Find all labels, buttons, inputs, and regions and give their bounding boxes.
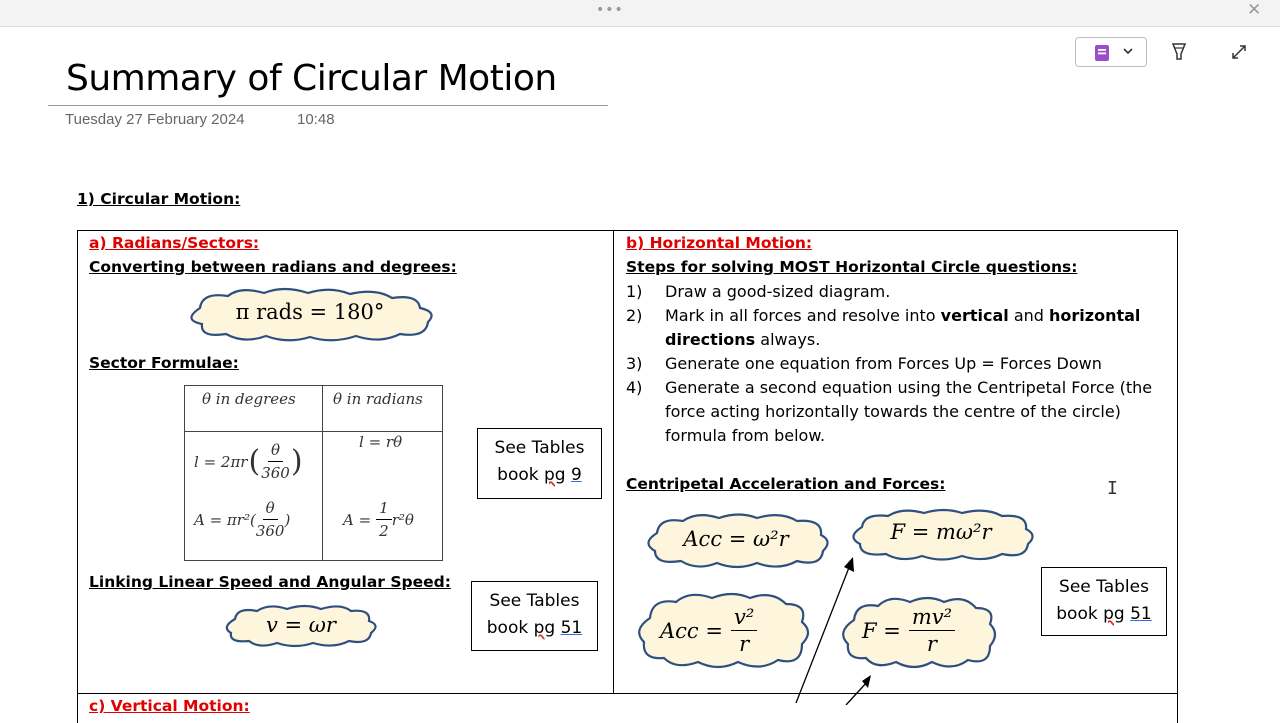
section-heading: 1) Circular Motion:: [77, 190, 241, 208]
list-item: 1) Draw a good-sized diagram.: [626, 282, 891, 301]
table-header-radians: θ in radians: [333, 390, 423, 408]
pen-icon[interactable]: [1170, 42, 1188, 62]
drag-handle-dots[interactable]: •••: [596, 2, 624, 18]
centripetal-heading: Centripetal Acceleration and Forces:: [626, 475, 946, 493]
list-item: 3) Generate one equation from Forces Up = Forces Down: [626, 354, 1102, 373]
speed-cloud: [221, 603, 381, 649]
arc-length-degrees: l = 2πr ( $\frac{\theta}{360}$ ): [194, 441, 303, 482]
acc-omega-cloud: [641, 511, 831, 571]
acc-velocity-cloud: [636, 590, 810, 672]
right-subheading: b) Horizontal Motion:: [626, 234, 813, 252]
left-subheading: a) Radians/Sectors:: [89, 234, 260, 252]
expand-icon[interactable]: [1231, 44, 1247, 60]
force-omega-cloud: [846, 507, 1036, 563]
tables-reference-box-3: See Tables book pg 51: [1041, 567, 1167, 636]
conversion-formula: π rads = 180°: [235, 300, 385, 324]
close-button[interactable]: ✕: [1247, 0, 1262, 20]
area-degrees: A = πr²( $\frac{\theta}{360}$ ): [194, 499, 291, 540]
force-velocity-cloud: [840, 594, 998, 672]
chevron-down-icon: [1122, 45, 1134, 57]
list-item: 2) Mark in all forces and resolve into vertical and horizontal directions always.: [626, 306, 1141, 349]
sector-formulae-table: [184, 385, 443, 561]
title-divider: [48, 105, 608, 106]
next-subheading-partial: c) Vertical Motion:: [89, 697, 250, 715]
page-title[interactable]: Summary of Circular Motion: [66, 58, 557, 99]
notebook-icon: [1093, 44, 1111, 62]
converting-heading: Converting between radians and degrees:: [89, 258, 457, 276]
notebook-selector-button[interactable]: [1075, 37, 1147, 67]
window-top-bar: [0, 0, 1280, 27]
column-divider: [613, 230, 614, 694]
page-date: Tuesday 27 February 2024: [65, 111, 245, 128]
sector-heading: Sector Formulae:: [89, 354, 239, 372]
steps-list: [626, 280, 1171, 448]
tables-reference-box-1: See Tables book pg 9: [477, 428, 602, 499]
text-cursor-icon: I: [1107, 478, 1118, 499]
table-header-degrees: θ in degrees: [202, 390, 296, 408]
linking-heading: Linking Linear Speed and Angular Speed:: [89, 573, 451, 591]
acc-omega-formula: Acc = ω²r: [683, 527, 789, 551]
area-radians: A = $\frac{1}{2}$ r²θ: [343, 499, 414, 540]
conversion-cloud: [180, 286, 440, 344]
acc-velocity-formula: Acc = $\frac{\text{v²}}{r}$: [660, 604, 757, 657]
arc-length-radians: l = rθ: [359, 433, 403, 451]
force-omega-formula: F = mω²r: [890, 520, 992, 544]
speed-formula: v = ωr: [266, 613, 336, 637]
list-item: 4) Generate a second equation using the Centripetal Force (the force acting horizontally towards the centre of the circle) formula from below.: [626, 378, 1153, 445]
force-velocity-formula: F = $\frac{\text{mv²}}{r}$: [862, 604, 955, 657]
steps-heading: Steps for solving MOST Horizontal Circle questions:: [626, 258, 1078, 276]
page-time: 10:48: [297, 111, 335, 128]
tables-reference-box-2: See Tables book pg 51: [471, 581, 598, 651]
